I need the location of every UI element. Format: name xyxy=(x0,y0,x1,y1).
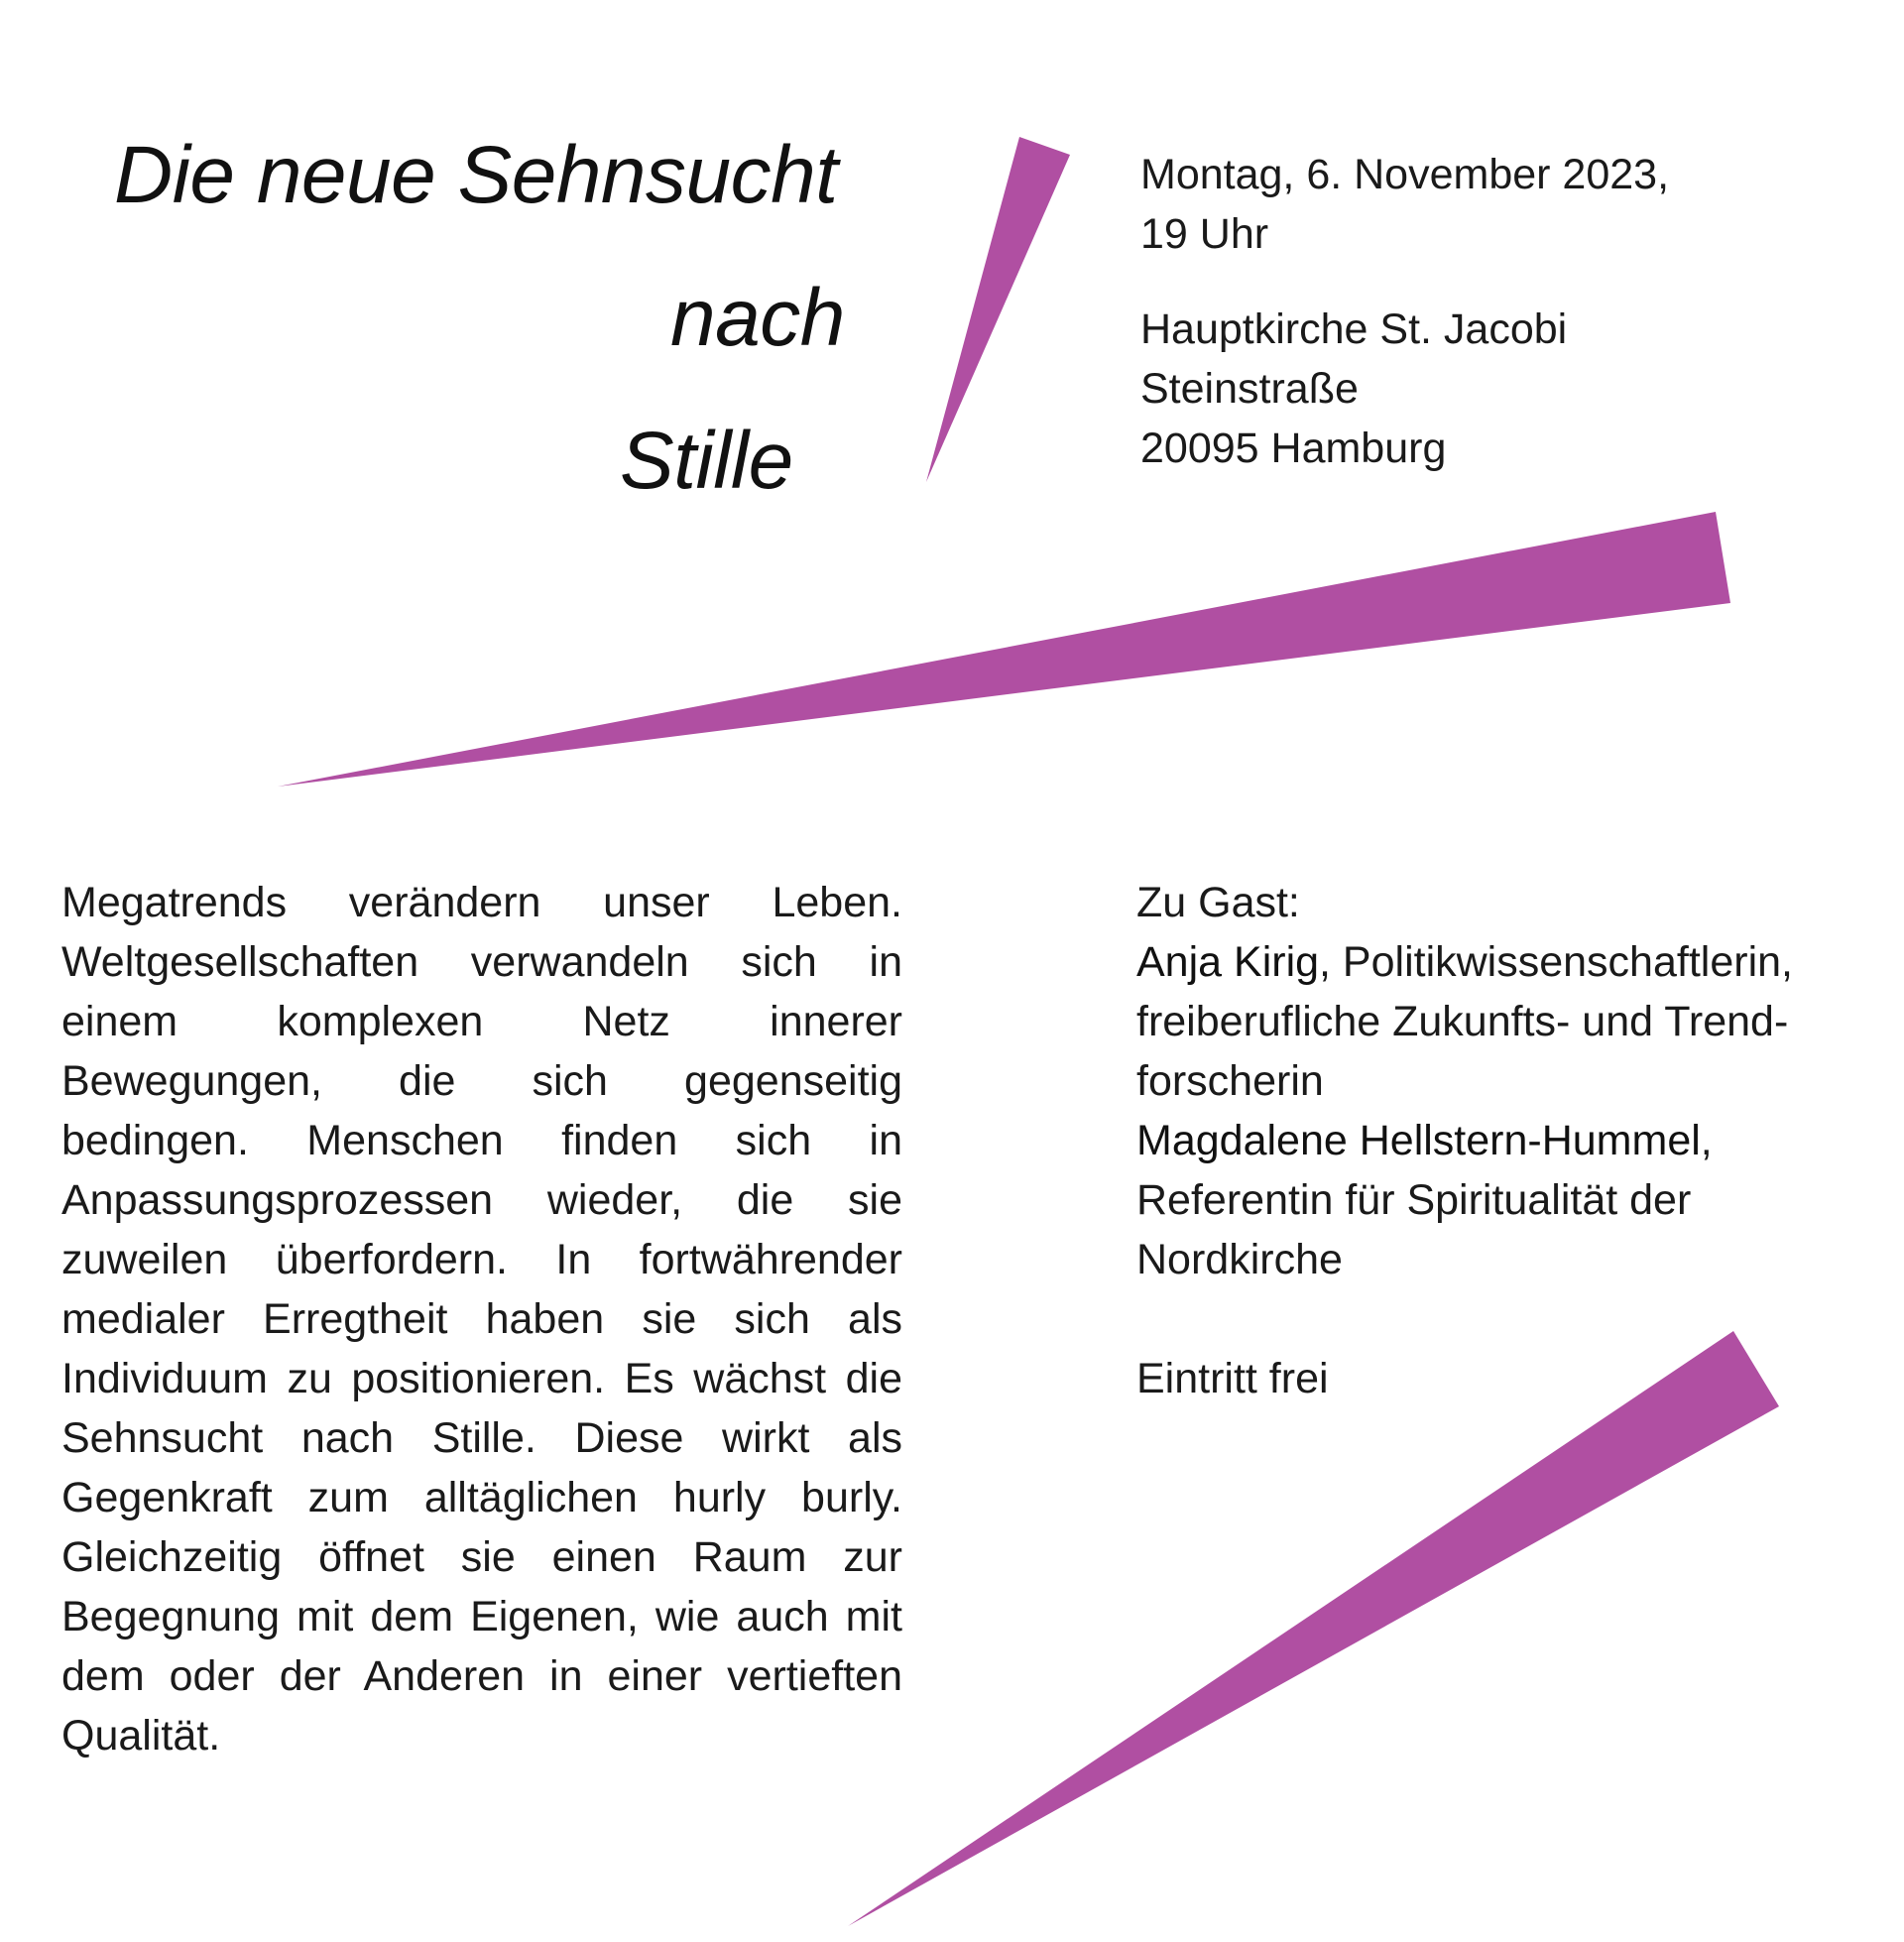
venue-city: 20095 Hamburg xyxy=(1140,425,1447,472)
guest-2-line xyxy=(1136,1111,1870,1170)
event-description: Megatrends verändern unser Leben. Weltgesellschaften verwandeln sich in einem komplexen Netz innerer Bewegungen, die sich gegenseitig bedingen. Menschen finden sich in Anpassungsprozessen wieder, die sie zuweilen überfordern. In fortwährender medialer Erregtheit haben sie sich als Individuum zu positionieren. Es wächst die Sehnsucht nach Stille. Diese wirkt als Gegenkraft zum alltäglichen hurly burly. Gleichzeitig öffnet sie einen Raum zur Begegnung mit dem Eigenen, wie auch mit dem oder der Anderen in einer vertieften Qualität. xyxy=(61,879,902,1760)
venue-name: Hauptkirche St. Jacobi xyxy=(1140,305,1568,353)
event-time-line: 19 Uhr xyxy=(1140,210,1269,258)
guest-1-name: Anja Kirig xyxy=(1136,938,1320,986)
wedge-middle xyxy=(278,512,1730,787)
guest-2-comma: , xyxy=(1700,1117,1713,1164)
guest-1-role: , Politikwissenschaftlerin, xyxy=(1319,938,1793,986)
title-line-2: nach xyxy=(670,273,845,363)
guest-1-role-end: forscherin xyxy=(1136,1057,1324,1105)
wedge-bottom xyxy=(848,1331,1779,1926)
entry-note: Eintritt frei xyxy=(1136,1355,1329,1402)
event-date xyxy=(1140,145,1669,264)
event-date-line: Montag, 6. November 2023, xyxy=(1140,151,1670,198)
guest-2-name: Magdalene Hellstern-Hummel xyxy=(1136,1117,1701,1164)
wedge-top xyxy=(926,137,1070,482)
venue-street: Steinstraße xyxy=(1140,365,1359,413)
guest-list xyxy=(1136,873,1870,1289)
guests-heading: Zu Gast: xyxy=(1136,879,1300,926)
title-line-3: Stille xyxy=(620,416,793,506)
guest-2-role: Referentin für Spiritualität der xyxy=(1136,1176,1692,1224)
guest-1-role-cont: freiberufliche Zukunfts- und Trend- xyxy=(1136,998,1789,1045)
title-line-1: Die neue Sehnsucht xyxy=(114,130,838,220)
guest-1-line xyxy=(1136,932,1870,992)
event-venue xyxy=(1140,300,1567,478)
guest-2-role-end: Nordkirche xyxy=(1136,1236,1343,1283)
